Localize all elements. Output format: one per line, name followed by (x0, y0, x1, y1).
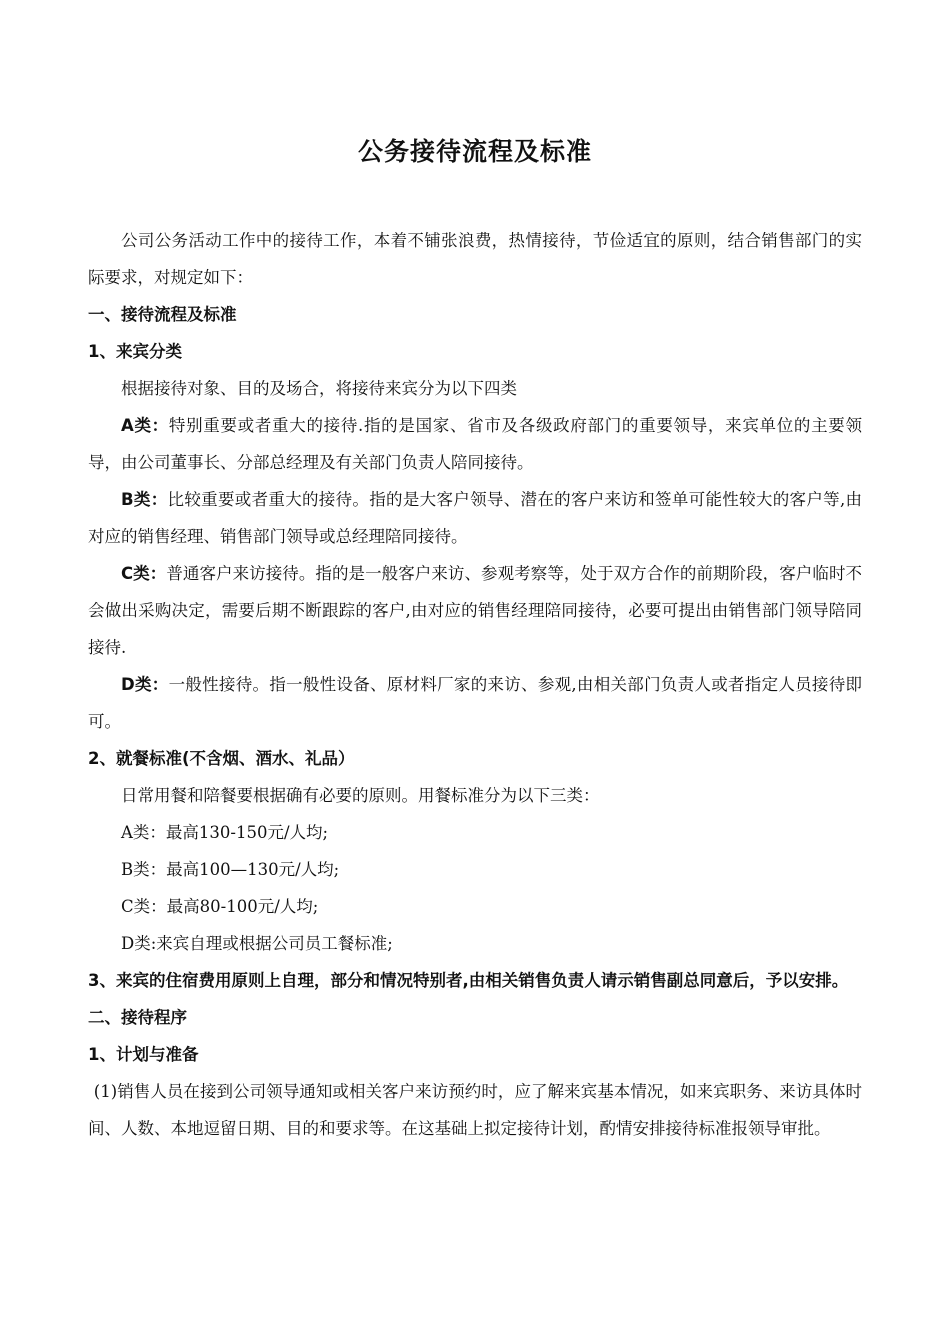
guest-class-d-text: 一般性接待。指一般性设备、原材料厂家的来访、参观,由相关部门负责人或者指定人员接待即可。 (88, 675, 862, 731)
section-2-heading: 二、接待程序 (88, 1008, 187, 1027)
intro-paragraph: 公司公务活动工作中的接待工作，本着不铺张浪费，热情接待，节俭适宜的原则，结合销售部门的实际要求，对规定如下： (88, 231, 862, 287)
planning-paragraph: (1)销售人员在接到公司领导通知或相关客户来访预约时，应了解来宾基本情况，如来宾职务、来访具体时间、人数、本地逗留日期、目的和要求等。在这基础上拟定接待计划，酌情安排接待标准报领导审批。 (88, 1082, 862, 1138)
guest-class-c-label: C类： (121, 564, 167, 583)
guest-class-d (88, 666, 862, 740)
guest-class-d-label: D类： (121, 675, 169, 694)
subsection-dining-standard-heading: 2、就餐标准(不含烟、酒水、礼品） (88, 749, 355, 768)
subsection-planning-heading: 1、计划与准备 (88, 1045, 199, 1064)
dining-standard-b: B类：最高100—130元/人均; (121, 860, 340, 879)
document-title: 公务接待流程及标准 (357, 137, 592, 166)
subsection-guest-classification-heading: 1、来宾分类 (88, 342, 182, 361)
guest-class-c (88, 555, 862, 666)
dining-standard-a: A类：最高130-150元/人均; (121, 823, 329, 842)
accommodation-rule: 3、来宾的住宿费用原则上自理，部分和情况特别者,由相关销售负责人请示销售副总同意后，予以安排。 (88, 971, 849, 990)
dining-standard-lead: 日常用餐和陪餐要根据确有必要的原则。用餐标准分为以下三类： (121, 786, 600, 805)
guest-class-b-text: 比较重要或者重大的接待。指的是大客户领导、潜在的客户来访和签单可能性较大的客户等,由对应的销售经理、销售部门领导或总经理陪同接待。 (88, 490, 863, 546)
guest-class-b (88, 481, 862, 555)
guest-class-a-label: A类： (121, 416, 169, 435)
dining-standard-c: C类：最高80-100元/人均; (121, 897, 319, 916)
guest-class-a (88, 407, 862, 481)
guest-class-a-text: 特别重要或者重大的接待.指的是国家、省市及各级政府部门的重要领导，来宾单位的主要领导，由公司董事长、分部总经理及有关部门负责人陪同接待。 (88, 416, 862, 472)
guest-class-b-label: B类： (121, 490, 168, 509)
section-1-heading: 一、接待流程及标准 (88, 305, 237, 324)
guest-classification-lead: 根据接待对象、目的及场合，将接待来宾分为以下四类 (121, 379, 517, 398)
guest-class-c-text: 普通客户来访接待。指的是一般客户来访、参观考察等，处于双方合作的前期阶段，客户临时不会做出采购决定，需要后期不断跟踪的客户,由对应的销售经理陪同接待，必要可提出由销售部门领导陪同接待. (88, 564, 863, 657)
dining-standard-d: D类:来宾自理或根据公司员工餐标准; (121, 934, 393, 953)
